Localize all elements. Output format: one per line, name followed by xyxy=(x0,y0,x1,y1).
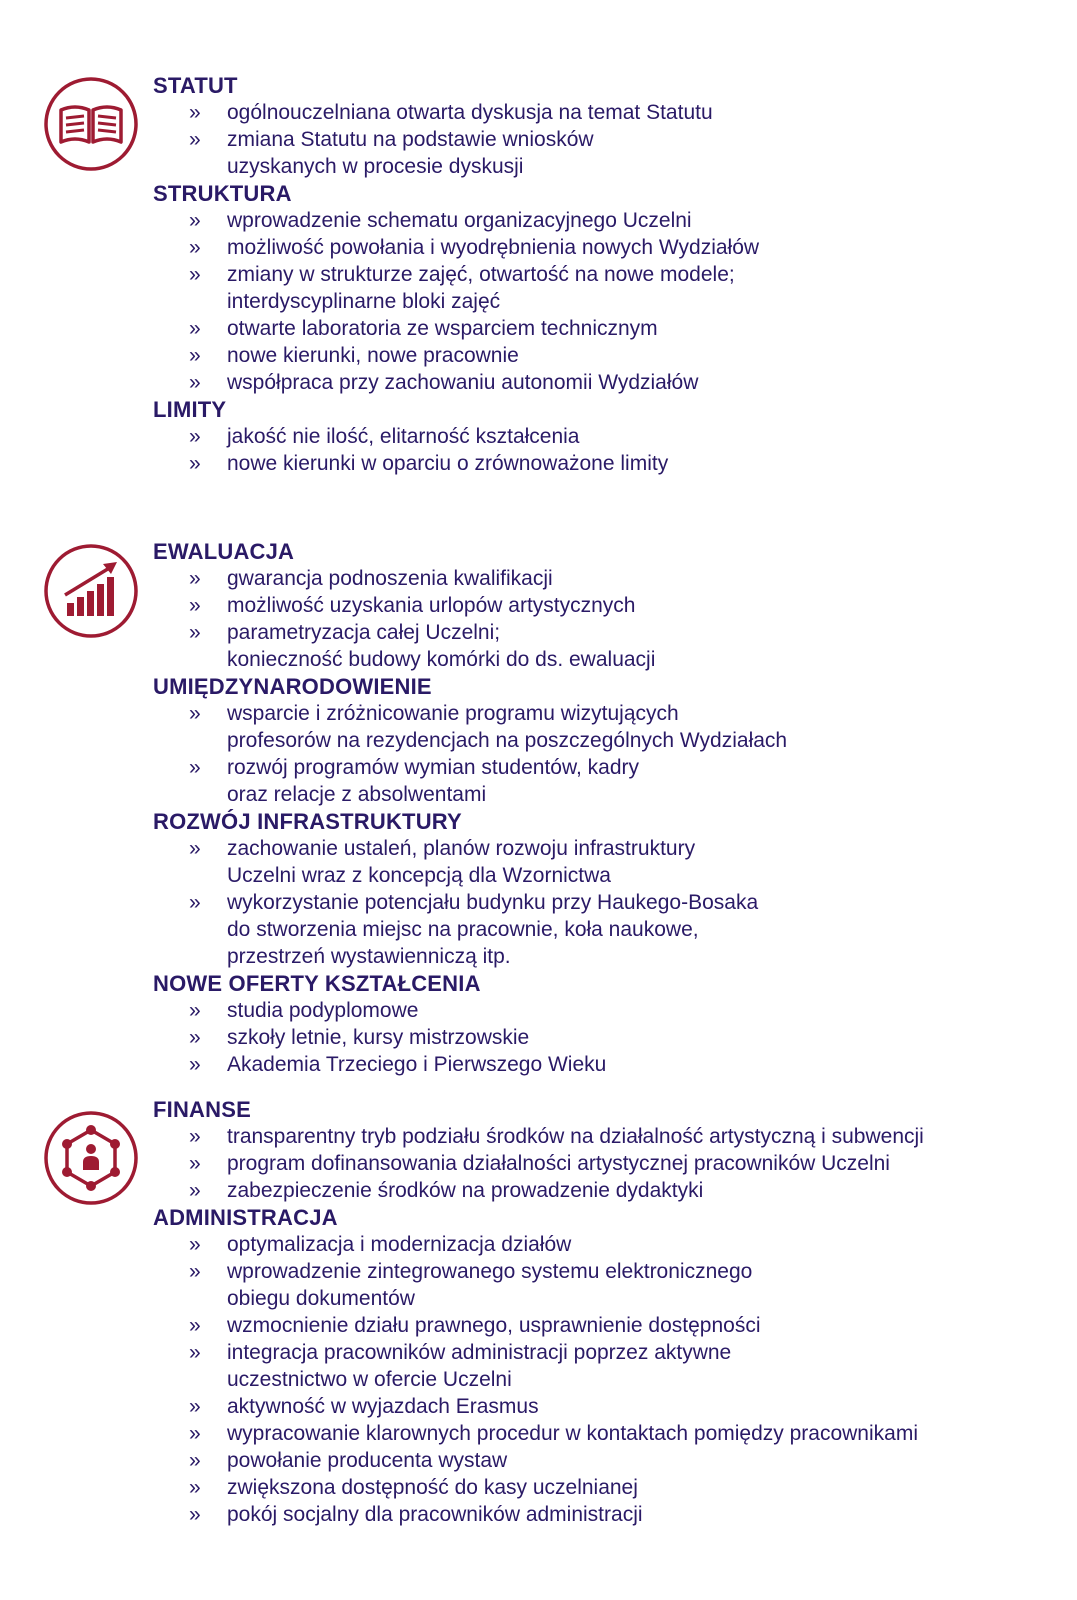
bullet-glyph: » xyxy=(189,1233,201,1256)
block-content xyxy=(153,1096,1053,1528)
bullet-glyph: » xyxy=(189,236,201,259)
bullet-glyph: » xyxy=(189,891,201,914)
list-item: » jakość nie ilość, elitarność kształcenia xyxy=(189,425,580,448)
bullet-glyph: » xyxy=(189,263,201,286)
section-nowe-oferty-ksztalcenia xyxy=(153,970,1053,1078)
bullet-glyph: » xyxy=(189,452,201,475)
list-item: » współpraca przy zachowaniu autonomii Wydziałów xyxy=(189,371,699,394)
list-item: » szkoły letnie, kursy mistrzowskie xyxy=(189,1026,530,1049)
bullet-glyph: » xyxy=(189,425,201,448)
bullet-list xyxy=(153,423,1053,477)
list-item: » zmiana Statutu na podstawie wniosków uzyskanych w procesie dyskusji xyxy=(189,128,594,178)
list-item: » nowe kierunki w oparciu o zrównoważone limity xyxy=(189,452,669,475)
list-item: » nowe kierunki, nowe pracownie xyxy=(189,344,519,367)
bullet-glyph: » xyxy=(189,1053,201,1076)
list-item: » otwarte laboratoria ze wsparciem technicznym xyxy=(189,317,658,340)
bullet-glyph: » xyxy=(189,209,201,232)
bullet-glyph: » xyxy=(189,1395,201,1418)
list-item: » rozwój programów wymian studentów, kadry oraz relacje z absolwentami xyxy=(189,756,640,806)
bullet-list xyxy=(153,1231,1053,1528)
bullet-list xyxy=(153,207,1053,396)
section-struktura xyxy=(153,180,1053,396)
section-finanse xyxy=(153,1096,1053,1204)
section-heading: LIMITY xyxy=(153,397,227,422)
block-content xyxy=(153,72,1053,477)
section-rozwoj-infrastruktury xyxy=(153,808,1053,970)
list-item: » Akademia Trzeciego i Pierwszego Wieku xyxy=(189,1053,607,1076)
network-person-icon xyxy=(43,1110,139,1206)
bullet-list xyxy=(153,835,1053,970)
bullet-glyph: » xyxy=(189,1125,201,1148)
bullet-glyph: » xyxy=(189,344,201,367)
list-item: » integracja pracowników administracji poprzez aktywne uczestnictwo w ofercie Uczelni xyxy=(189,1341,732,1391)
growth-chart-icon xyxy=(43,543,139,639)
bullet-glyph: » xyxy=(189,1179,201,1202)
bullet-glyph: » xyxy=(189,1314,201,1337)
section-heading: UMIĘDZYNARODOWIENIE xyxy=(153,674,432,699)
list-item: » możliwość uzyskania urlopów artystycznych xyxy=(189,594,636,617)
section-heading: STRUKTURA xyxy=(153,181,292,206)
list-item: » pokój socjalny dla pracowników administracji xyxy=(189,1503,643,1526)
section-heading: FINANSE xyxy=(153,1097,251,1122)
bullet-list xyxy=(153,997,1053,1078)
bullet-list xyxy=(153,99,1053,180)
list-item: » studia podyplomowe xyxy=(189,999,419,1022)
list-item: » wykorzystanie potencjału budynku przy Haukego-Bosaka do stworzenia miejsc na pracownie, koła naukowe, przestrzeń wystawienniczą itp. xyxy=(189,891,759,968)
list-item: » wprowadzenie schematu organizacyjnego Uczelni xyxy=(189,209,692,232)
list-item: » wsparcie i zróżnicowanie programu wizytujących profesorów na rezydencjach na poszczególnych Wydziałach xyxy=(189,702,788,752)
list-item: » aktywność w wyjazdach Erasmus xyxy=(189,1395,539,1418)
section-heading: STATUT xyxy=(153,73,238,98)
list-item: » wypracowanie klarownych procedur w kontaktach pomiędzy pracownikami xyxy=(189,1422,918,1445)
bullet-glyph: » xyxy=(189,371,201,394)
bullet-glyph: » xyxy=(189,999,201,1022)
list-item: » zabezpieczenie środków na prowadzenie dydaktyki xyxy=(189,1179,704,1202)
list-item: » optymalizacja i modernizacja działów xyxy=(189,1233,572,1256)
list-item: » gwarancja podnoszenia kwalifikacji xyxy=(189,567,553,590)
list-item: » parametryzacja całej Uczelni; konieczność budowy komórki do ds. ewaluacji xyxy=(189,621,656,671)
bullet-glyph: » xyxy=(189,1260,201,1283)
bullet-glyph: » xyxy=(189,756,201,779)
section-umiedzynarodowienie xyxy=(153,673,1053,808)
bullet-glyph: » xyxy=(189,101,201,124)
list-item: » ogólnouczelniana otwarta dyskusja na temat Statutu xyxy=(189,101,713,124)
list-item: » zwiększona dostępność do kasy uczelnianej xyxy=(189,1476,638,1499)
section-heading: ROZWÓJ INFRASTRUKTURY xyxy=(153,809,462,834)
bullet-glyph: » xyxy=(189,1422,201,1445)
bullet-list xyxy=(153,700,1053,808)
bullet-glyph: » xyxy=(189,1476,201,1499)
list-item: » możliwość powołania i wyodrębnienia nowych Wydziałów xyxy=(189,236,760,259)
section-heading: EWALUACJA xyxy=(153,539,295,564)
section-administracja xyxy=(153,1204,1053,1528)
bullet-list xyxy=(153,565,1053,673)
list-item: » zmiany w strukturze zajęć, otwartość na nowe modele; interdyscyplinarne bloki zajęć xyxy=(189,263,735,313)
bullet-glyph: » xyxy=(189,317,201,340)
bullet-glyph: » xyxy=(189,128,201,151)
bullet-glyph: » xyxy=(189,1152,201,1175)
bullet-glyph: » xyxy=(189,621,201,644)
bullet-glyph: » xyxy=(189,1503,201,1526)
bullet-glyph: » xyxy=(189,1449,201,1472)
section-limity xyxy=(153,396,1053,477)
bullet-glyph: » xyxy=(189,702,201,725)
bullet-glyph: » xyxy=(189,1026,201,1049)
section-heading: NOWE OFERTY KSZTAŁCENIA xyxy=(153,971,481,996)
bullet-list xyxy=(153,1123,1053,1204)
list-item: » wprowadzenie zintegrowanego systemu elektronicznego obiegu dokumentów xyxy=(189,1260,753,1310)
list-item: » wzmocnienie działu prawnego, usprawnienie dostępności xyxy=(189,1314,761,1337)
section-heading: ADMINISTRACJA xyxy=(153,1205,338,1230)
bullet-glyph: » xyxy=(189,837,201,860)
list-item: » program dofinansowania działalności artystycznej pracowników Uczelni xyxy=(189,1152,890,1175)
section-ewaluacja xyxy=(153,538,1053,673)
bullet-glyph: » xyxy=(189,594,201,617)
bullet-glyph: » xyxy=(189,567,201,590)
block-content xyxy=(153,538,1053,1078)
list-item: » transparentny tryb podziału środków na działalność artystyczną i subwencji xyxy=(189,1125,924,1148)
open-book-icon xyxy=(43,76,139,172)
list-item: » powołanie producenta wystaw xyxy=(189,1449,508,1472)
section-statut xyxy=(153,72,1053,180)
list-item: » zachowanie ustaleń, planów rozwoju infrastruktury Uczelni wraz z koncepcją dla Wzornictwa xyxy=(189,837,696,887)
bullet-glyph: » xyxy=(189,1341,201,1364)
